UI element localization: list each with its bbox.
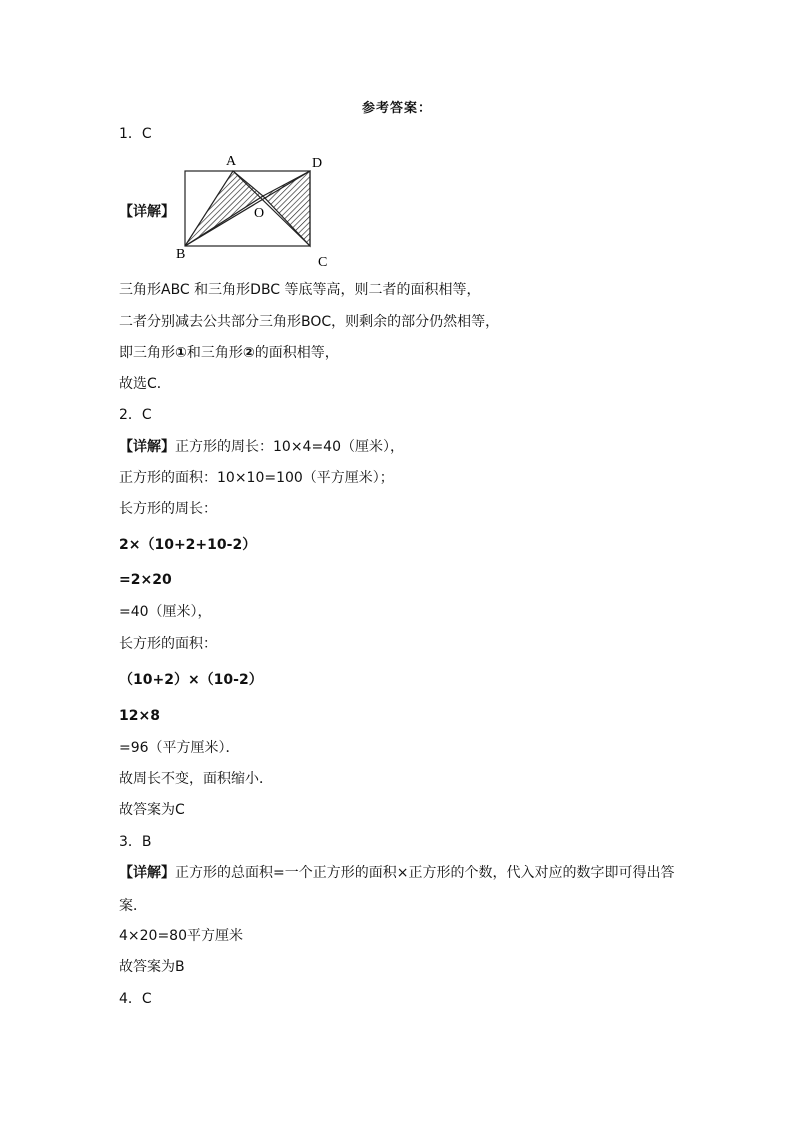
q2-line-10: =96（平方厘米）． [119, 740, 240, 756]
shaded-triangle-2 [263, 171, 310, 246]
q1-line-3-pre: 即三角形 [119, 345, 175, 361]
q3-answer: 3．B [119, 834, 152, 850]
q1-line-2: 二者分别减去公共部分三角形BOC，则剩余的部分仍然相等， [119, 314, 500, 330]
page-title: 参考答案： [361, 101, 432, 116]
q2-line-11: 故周长不变，面积缩小． [119, 771, 273, 787]
q2-line-1-text: 正方形的周长：10×4=40（厘米）， [175, 439, 404, 455]
q4-answer: 4．C [119, 991, 152, 1007]
q1-detail-tag: 【详解】 [119, 204, 175, 220]
q2-line-7: 长方形的面积： [119, 636, 217, 652]
circled-one: ① [175, 345, 187, 361]
q2-line-4: 2×（10+2+10-2） [119, 537, 257, 553]
q3-explanation-text: 正方形的总面积=一个正方形的面积×正方形的个数，代入对应的数字即可得出答案． [119, 865, 675, 914]
q2-line-8: （10+2）×（10-2） [119, 672, 263, 688]
label-o: O [254, 206, 265, 221]
q2-line-1 [119, 437, 404, 457]
q2-line-12: 故答案为C [119, 802, 185, 818]
q1-conclusion: 故选C． [119, 376, 171, 392]
q2-detail-tag: 【详解】 [119, 439, 175, 455]
q1-line-3-post: 的面积相等， [254, 345, 339, 361]
q2-line-9: 12×8 [119, 708, 160, 724]
q2-line-5: =2×20 [119, 572, 172, 588]
q3-detail-tag: 【详解】 [119, 865, 175, 881]
q3-calc: 4×20=80平方厘米 [119, 928, 243, 944]
q1-line-3 [119, 343, 339, 363]
geometry-figure [172, 150, 342, 275]
label-d: D [312, 156, 323, 171]
label-a: A [226, 154, 237, 169]
circled-two: ② [242, 345, 255, 361]
label-b: B [176, 247, 186, 262]
label-c: C [318, 255, 328, 270]
q3-explanation [119, 857, 679, 923]
q3-conclusion: 故答案为B [119, 959, 185, 975]
q2-line-3: 长方形的周长： [119, 501, 217, 517]
shaded-triangle-1 [185, 171, 263, 246]
q1-line-3-mid: 和三角形 [186, 345, 243, 361]
q1-line-1: 三角形ABC 和三角形DBC 等底等高，则二者的面积相等， [119, 282, 481, 298]
q2-line-2: 正方形的面积：10×10=100（平方厘米）； [119, 470, 394, 486]
q2-line-6: =40（厘米）， [119, 604, 212, 620]
q2-answer: 2．C [119, 407, 152, 423]
q1-answer: 1．C [119, 126, 152, 142]
